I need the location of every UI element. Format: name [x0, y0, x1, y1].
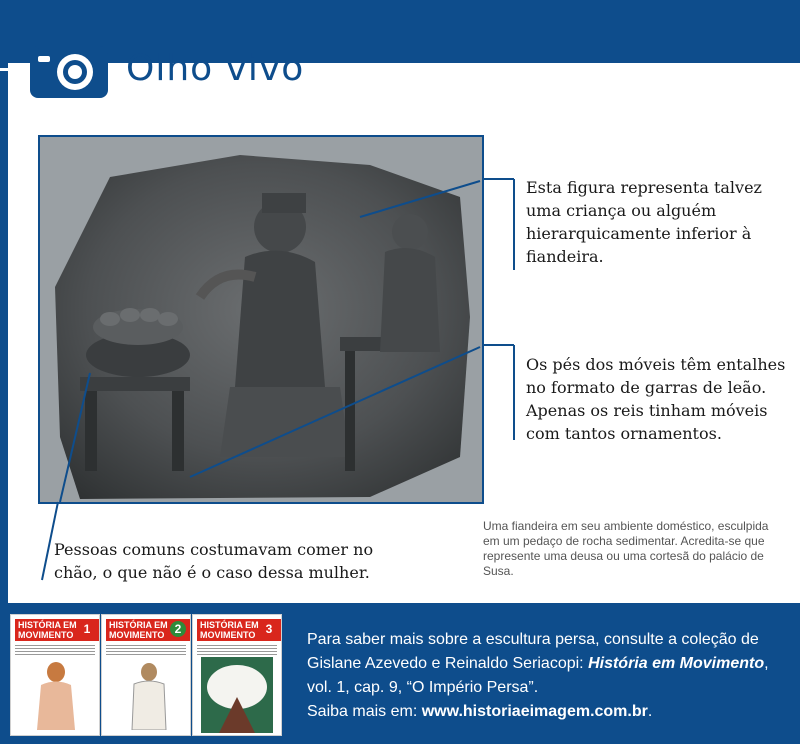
footer-info: [307, 628, 787, 724]
book-subtitle-lines: [197, 645, 277, 655]
book-cover-2[interactable]: [101, 614, 191, 736]
book-volume: 3: [261, 621, 277, 637]
footer-website-link[interactable]: www.historiaeimagem.com.br: [421, 703, 648, 720]
book-series-label: HISTÓRIA EM MOVIMENTO: [106, 619, 190, 641]
footer-authors: Gislane Azevedo e Reinaldo Seriacopi:: [307, 655, 589, 672]
page-title: Olho vivo: [126, 48, 305, 89]
callout-common-people: Pessoas comuns costumavam comer no chão, o que não é o caso dessa mulher.: [54, 540, 374, 582]
callout-child-figure: Esta figura representa talvez uma criança ou alguém hierarquicamente inferior à fiandeira.: [526, 178, 762, 266]
footer-punct: ,: [764, 655, 769, 672]
footer-line-3: vol. 1, cap. 9, “O Império Persa”.: [307, 679, 539, 696]
fresco-figure-image: [31, 660, 81, 730]
book-volume: 2: [170, 621, 186, 637]
footer-book-title: História em Movimento: [588, 655, 765, 672]
mural-painting-image: [201, 657, 273, 733]
callout-furniture: Os pés dos móveis têm entalhes no formato de garras de leão. Apenas os reis tinham móveis com tantos ornamentos.: [526, 355, 786, 443]
book-cover-3[interactable]: [192, 614, 282, 736]
photo-caption: Uma fiandeira em seu ambiente doméstico, esculpida em um pedaço de rocha sedimentar. Acredita-se que represente uma deusa ou uma cortesã do palácio de Susa.: [483, 519, 769, 578]
medieval-figure-image: [124, 660, 174, 730]
footer-more-label: Saiba mais em:: [307, 703, 422, 720]
footer-period: .: [647, 703, 653, 720]
book-series-label: HISTÓRIA EM MOVIMENTO: [197, 619, 281, 641]
book-series-label: HISTÓRIA EM MOVIMENTO: [15, 619, 99, 641]
book-cover-1[interactable]: [10, 614, 100, 736]
footer-line-2: [307, 652, 787, 676]
book-volume: 1: [79, 621, 95, 637]
book-subtitle-lines: [106, 645, 186, 655]
footer-line-4: [307, 700, 787, 724]
book-subtitle-lines: [15, 645, 95, 655]
footer-line-1: Para saber mais sobre a escultura persa, consulte a coleção de: [307, 631, 759, 648]
